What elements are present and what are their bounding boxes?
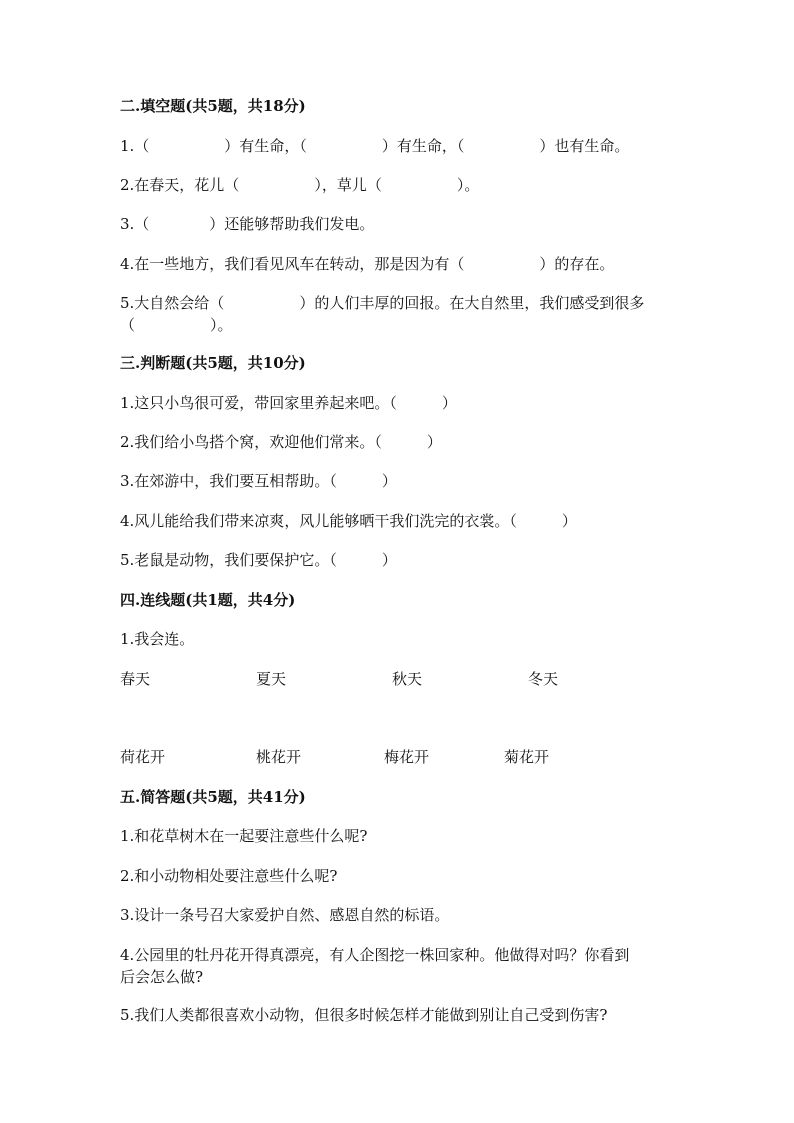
season-summer: 夏天 bbox=[256, 670, 287, 688]
judge-question-5: 5.老鼠是动物，我们要保护它。（ ） bbox=[120, 551, 397, 569]
season-spring: 春天 bbox=[120, 670, 151, 688]
flower-chrysanthemum: 菊花开 bbox=[504, 748, 550, 766]
short-question-2: 2.和小动物相处要注意些什么呢? bbox=[120, 867, 338, 885]
short-question-3: 3.设计一条号召大家爱护自然、感恩自然的标语。 bbox=[120, 906, 450, 924]
short-question-4-line-1: 4.公园里的牡丹花开得真漂亮，有人企图挖一株回家种。他做得对吗？你看到 bbox=[120, 946, 630, 964]
fill-question-4: 4.在一些地方，我们看见风车在转动，那是因为有（ ）的存在。 bbox=[120, 255, 615, 273]
flower-lotus: 荷花开 bbox=[120, 748, 166, 766]
fill-question-1: 1.（ ）有生命，（ ）有生命，（ ）也有生命。 bbox=[120, 137, 630, 155]
fill-question-5-line-2: （ ）。 bbox=[120, 316, 233, 334]
short-question-1: 1.和花草树木在一起要注意些什么呢? bbox=[120, 827, 368, 845]
judge-question-4: 4.风儿能给我们带来凉爽，风儿能够晒干我们洗完的衣裳。（ ） bbox=[120, 512, 577, 530]
judge-question-2: 2.我们给小鸟搭个窝，欢迎他们常来。（ ） bbox=[120, 433, 442, 451]
judge-question-1: 1.这只小鸟很可爱，带回家里养起来吧。（ ） bbox=[120, 394, 457, 412]
short-question-5: 5.我们人类都很喜欢小动物，但很多时候怎样才能做到别让自己受到伤害? bbox=[120, 1006, 608, 1024]
judge-section-title: 三.判断题(共5题，共10分) bbox=[120, 354, 306, 372]
flower-peach: 桃花开 bbox=[256, 748, 302, 766]
short-question-4-line-2: 后会怎么做? bbox=[120, 968, 204, 986]
season-autumn: 秋天 bbox=[392, 670, 423, 688]
fill-question-3: 3.（ ）还能够帮助我们发电。 bbox=[120, 215, 375, 233]
season-winter: 冬天 bbox=[528, 670, 559, 688]
fill-question-5-line-1: 5.大自然会给（ ）的人们丰厚的回报。在大自然里，我们感受到很多 bbox=[120, 294, 645, 312]
short-section-title: 五.简答题(共5题，共41分) bbox=[120, 788, 306, 806]
fill-question-2: 2.在春天，花儿（ ），草儿（ ）。 bbox=[120, 176, 480, 194]
flower-plum: 梅花开 bbox=[384, 748, 430, 766]
match-question-1: 1.我会连。 bbox=[120, 630, 195, 648]
judge-question-3: 3.在郊游中，我们要互相帮助。（ ） bbox=[120, 472, 397, 490]
fill-section-title: 二.填空题(共5题，共18分) bbox=[120, 97, 306, 115]
match-section-title: 四.连线题(共1题，共4分) bbox=[120, 591, 296, 609]
